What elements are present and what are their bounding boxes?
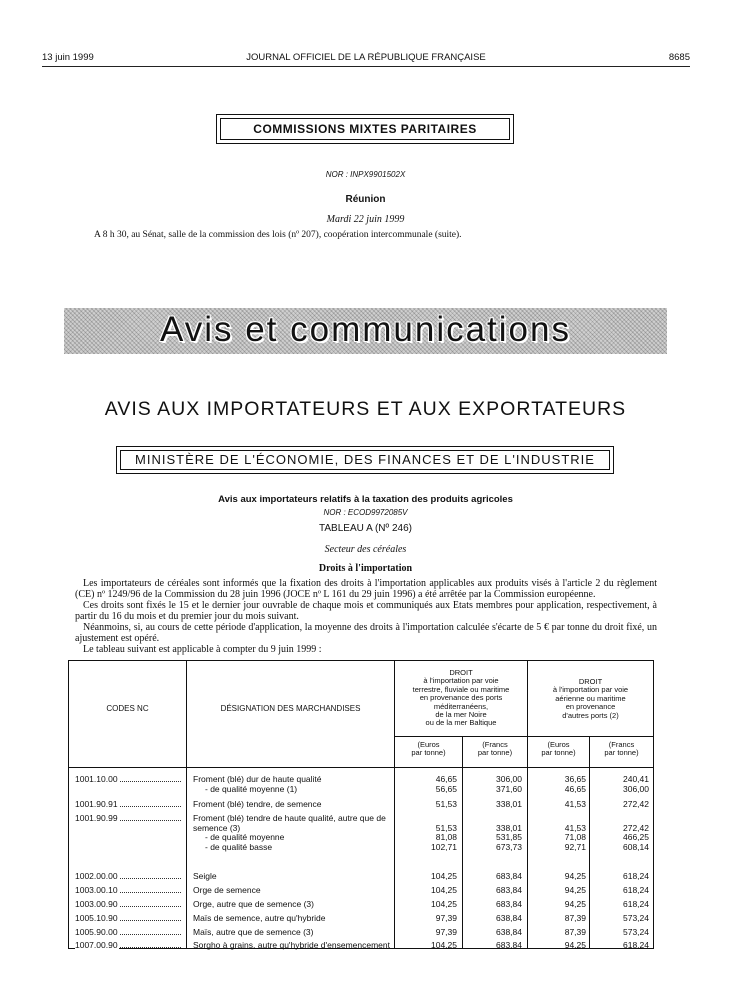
row-value: 104,25 bbox=[431, 885, 457, 895]
paragraph-1: Les importateurs de céréales sont informés que la fixation des droits à l'importation applicables aux produits visés à l'article 2 du règlement (CE) nº 1249/96 de la Commission du 28 juin 1996 (JOCE nº L 161 du 29 juin 1996) a été arrêtée par la Commission européenne. bbox=[75, 578, 657, 600]
row-designation: Maïs, autre que de semence (3) bbox=[193, 927, 314, 937]
row-designation: Froment (blé) tendre de haute qualité, autre que de bbox=[193, 813, 386, 823]
banner-title: Avis et communications bbox=[159, 310, 571, 349]
row-value: 272,42 bbox=[623, 799, 649, 809]
row-value: 102,71 bbox=[431, 841, 457, 852]
commissions-title-box bbox=[216, 114, 514, 144]
row-value: 683,84 bbox=[496, 885, 522, 895]
row-value: 97,39 bbox=[435, 927, 457, 937]
row-value: 306,00 bbox=[496, 774, 522, 784]
row-value: 638,84 bbox=[496, 913, 522, 923]
row-value: 573,24 bbox=[623, 927, 649, 937]
avis-secteur: Secteur des céréales bbox=[324, 544, 407, 555]
row-value: 94,25 bbox=[564, 940, 586, 950]
ministry-title: MINISTÈRE DE L'ÉCONOMIE, DES FINANCES ET DE L'INDUSTRIE bbox=[135, 452, 595, 467]
row-value: 51,53 bbox=[435, 799, 457, 809]
row-designation: - de qualité moyenne bbox=[205, 832, 285, 843]
row-value: 94,25 bbox=[564, 899, 586, 909]
row-code: 1001.90.91 bbox=[75, 799, 181, 809]
avis-title: Avis aux importateurs relatifs à la taxation des produits agricoles bbox=[218, 494, 513, 505]
row-value: 56,65 bbox=[435, 783, 457, 794]
row-value: 618,24 bbox=[623, 871, 649, 881]
row-value: 371,60 bbox=[496, 783, 522, 794]
row-designation: semence (3) bbox=[193, 822, 241, 833]
row-value: 94,25 bbox=[564, 871, 586, 881]
row-value: 87,39 bbox=[564, 913, 586, 923]
header-codes-nc: CODES NC bbox=[106, 704, 149, 713]
page-header bbox=[42, 52, 690, 67]
header-euros-1: (Euros par tonne) bbox=[411, 740, 446, 758]
header-designation: DÉSIGNATION DES MARCHANDISES bbox=[220, 704, 361, 713]
row-value: 573,24 bbox=[623, 913, 649, 923]
row-value: 338,01 bbox=[496, 799, 522, 809]
commissions-text: A 8 h 30, au Sénat, salle de la commission des lois (nº 207), coopération intercommunale (suite). bbox=[94, 230, 462, 240]
row-code: 1005.90.00 bbox=[75, 927, 181, 937]
row-value: 46,65 bbox=[564, 783, 586, 794]
paragraph-4: Le tableau suivant est applicable à compter du 9 juin 1999 : bbox=[83, 644, 322, 655]
row-designation: - de qualité moyenne (1) bbox=[205, 783, 298, 794]
section-title: AVIS AUX IMPORTATEURS ET AUX EXPORTATEURS bbox=[104, 398, 627, 420]
row-value: 94,25 bbox=[564, 885, 586, 895]
commissions-date: Mardi 22 juin 1999 bbox=[326, 214, 405, 225]
row-value: 683,84 bbox=[496, 871, 522, 881]
row-code: 1005.10.90 bbox=[75, 913, 181, 923]
row-value: 92,71 bbox=[564, 841, 586, 852]
paragraph-3: Néanmoins, si, au cours de cette période d'application, la moyenne des droits à l'importation calculée s'écarte de 5 € par tonne du droit fixé, un ajustement est opéré. bbox=[75, 622, 657, 644]
row-value: 608,14 bbox=[623, 841, 649, 852]
row-value: 618,24 bbox=[623, 885, 649, 895]
row-designation: - de qualité basse bbox=[205, 841, 273, 852]
row-value: 272,42 bbox=[623, 822, 649, 833]
row-value: 104,25 bbox=[431, 940, 457, 950]
row-value: 71,08 bbox=[564, 832, 586, 843]
row-value: 104,25 bbox=[431, 899, 457, 909]
row-value: 673,73 bbox=[496, 841, 522, 852]
avis-droits: Droits à l'importation bbox=[318, 563, 413, 574]
header-droit-other-ports: DROIT à l'importation par voie aérienne ou maritime en provenance d'autres ports (2) bbox=[552, 677, 629, 720]
row-value: 36,65 bbox=[564, 774, 586, 784]
row-designation: Froment (blé) dur de haute qualité bbox=[193, 774, 322, 784]
row-value: 46,65 bbox=[435, 774, 457, 784]
commissions-nor: NOR : INPX9901502X bbox=[325, 170, 406, 179]
row-value: 618,24 bbox=[623, 940, 649, 950]
row-value: 81,08 bbox=[435, 832, 457, 843]
row-designation: Maïs de semence, autre qu'hybride bbox=[193, 913, 326, 923]
row-designation: Sorgho à grains, autre qu'hybride d'ensemencement bbox=[193, 940, 390, 950]
row-value: 41,53 bbox=[564, 822, 586, 833]
row-value: 338,01 bbox=[496, 822, 522, 833]
header-date: 13 juin 1999 bbox=[42, 52, 94, 63]
row-code: 1003.00.90 bbox=[75, 899, 181, 909]
row-value: 531,85 bbox=[496, 832, 522, 843]
import-duties-table bbox=[68, 660, 654, 949]
commissions-title: COMMISSIONS MIXTES PARITAIRES bbox=[253, 122, 477, 136]
row-value: 638,84 bbox=[496, 927, 522, 937]
row-value: 618,24 bbox=[623, 899, 649, 909]
row-value: 683,84 bbox=[496, 899, 522, 909]
avis-nor: NOR : ECOD9972085V bbox=[323, 508, 408, 517]
row-code: 1001.90.99 bbox=[75, 813, 181, 823]
header-francs-2: (Francs par tonne) bbox=[604, 740, 639, 758]
header-page-number: 8685 bbox=[668, 52, 690, 63]
row-value: 51,53 bbox=[435, 822, 457, 833]
row-code: 1003.00.10 bbox=[75, 885, 181, 895]
header-journal: JOURNAL OFFICIEL DE LA RÉPUBLIQUE FRANÇAISE bbox=[246, 52, 486, 63]
avis-tableau: TABLEAU A (Nº 246) bbox=[319, 523, 412, 534]
row-designation: Orge de semence bbox=[193, 885, 261, 895]
commissions-reunion: Réunion bbox=[345, 194, 386, 205]
row-value: 306,00 bbox=[623, 783, 649, 794]
row-value: 41,53 bbox=[564, 799, 586, 809]
row-designation: Froment (blé) tendre, de semence bbox=[193, 799, 322, 809]
section-banner bbox=[64, 308, 667, 354]
row-value: 240,41 bbox=[623, 774, 649, 784]
ministry-box bbox=[116, 446, 614, 474]
row-designation: Orge, autre que de semence (3) bbox=[193, 899, 314, 909]
row-code: 1001.10.00 bbox=[75, 774, 181, 784]
header-euros-2: (Euros par tonne) bbox=[541, 740, 576, 758]
row-value: 97,39 bbox=[435, 913, 457, 923]
row-code: 1007.00.90 bbox=[75, 940, 181, 950]
row-value: 466,25 bbox=[623, 832, 649, 843]
paragraph-2: Ces droits sont fixés le 15 et le dernier jour ouvrable de chaque mois et communiqués aux Etats membres pour application, respectivement, à partir du 16 du mois et du premier jour du mois suivant. bbox=[75, 600, 657, 622]
row-designation: Seigle bbox=[193, 871, 217, 881]
row-value: 87,39 bbox=[564, 927, 586, 937]
header-francs-1: (Francs par tonne) bbox=[477, 740, 513, 758]
header-droit-ports-med: DROIT à l'importation par voie terrestre, fluviale ou maritime en provenance des ports méditerranéens, de la mer Noire ou de la mer Baltique bbox=[412, 668, 510, 728]
row-value: 104,25 bbox=[431, 871, 457, 881]
row-code: 1002.00.00 bbox=[75, 871, 181, 881]
row-value: 683,84 bbox=[496, 940, 522, 950]
